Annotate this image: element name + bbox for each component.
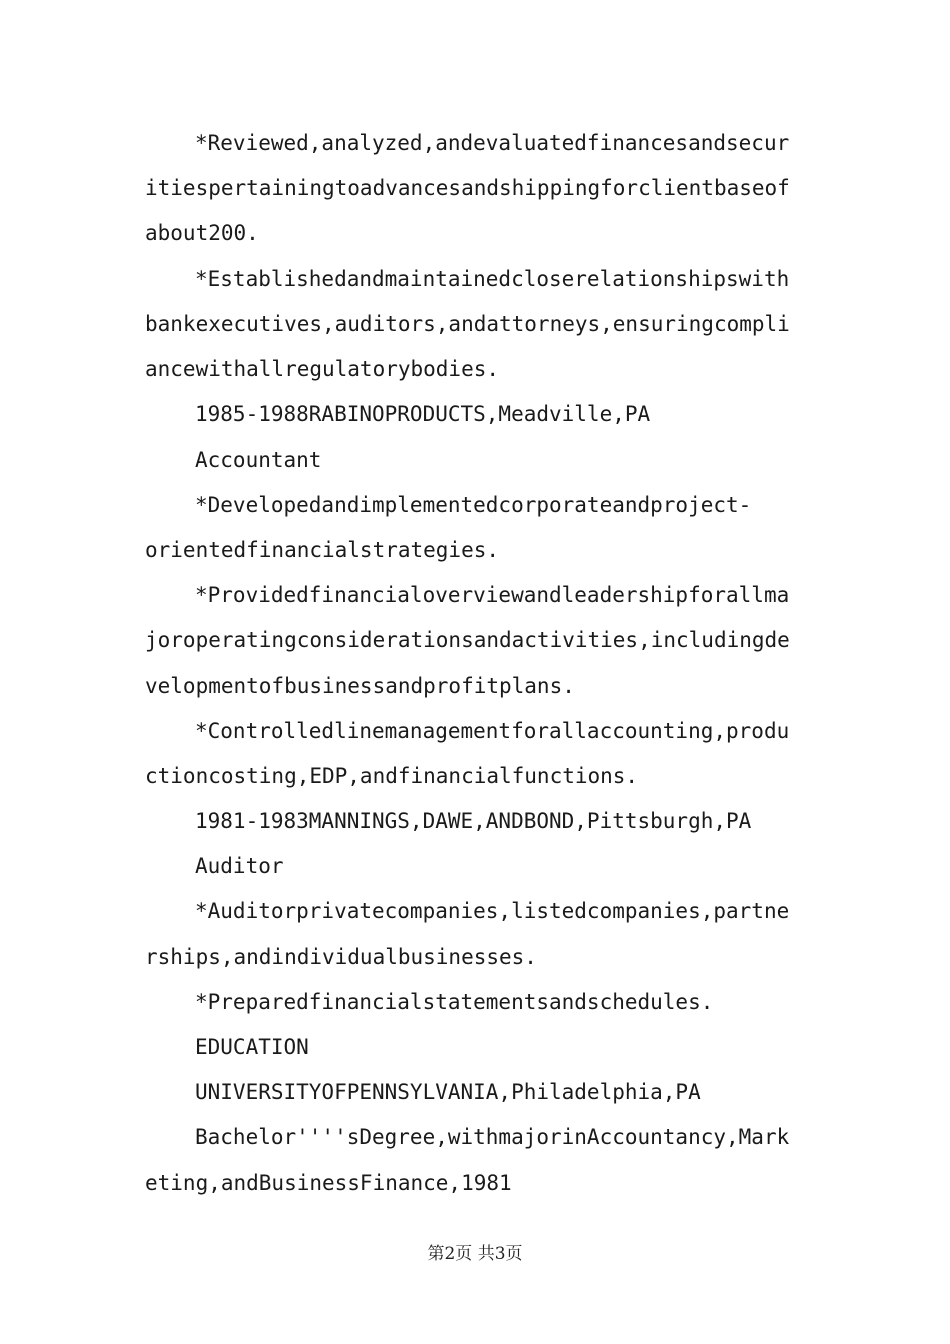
bullet-provided-line-2: joroperatingconsiderationsandactivities,includingde	[145, 628, 790, 652]
education-degree-line-1: Bachelor''''sDegree,withmajorinAccountancy,Mark	[195, 1125, 790, 1149]
bullet-established-line-2: bankexecutives,auditors,andattorneys,ensuringcompli	[145, 312, 790, 336]
education-degree-line-2: eting,andBusinessFinance,1981	[145, 1171, 512, 1195]
bullet-audit-line-1: *Auditorprivatecompanies,listedcompanies,partne	[195, 899, 790, 923]
bullet-prepared-line-1: *Preparedfinancialstatementsandschedules.	[195, 990, 714, 1014]
bullet-controlled-line-1: *Controlledlinemanagementforallaccounting,produ	[195, 719, 790, 743]
page-number-footer: 第2页 共3页	[427, 1244, 523, 1264]
job-rabino-title: Accountant	[195, 448, 322, 472]
bullet-established-line-3: ancewithallregulatorybodies.	[145, 357, 500, 381]
bullet-audit-line-2: rships,andindividualbusinesses.	[145, 945, 537, 969]
education-heading: EDUCATION	[195, 1035, 309, 1059]
job-mannings-title: Auditor	[195, 854, 284, 878]
bullet-established-line-1: *Establishedandmaintainedcloserelationshipswith	[195, 267, 790, 291]
bullet-controlled-line-2: ctioncosting,EDP,andfinancialfunctions.	[145, 764, 639, 788]
job-mannings-heading: 1981-1983MANNINGS,DAWE,ANDBOND,Pittsburgh,PA	[195, 809, 752, 833]
bullet-reviewed-line-1: *Reviewed,analyzed,andevaluatedfinancesandsecur	[195, 131, 790, 155]
bullet-reviewed-line-2: itiespertainingtoadvancesandshippingforclientbaseof	[145, 176, 790, 200]
job-rabino-heading: 1985-1988RABINOPRODUCTS,Meadville,PA	[195, 402, 651, 426]
bullet-reviewed-line-3: about200.	[145, 221, 259, 245]
education-school: UNIVERSITYOFPENNSYLVANIA,Philadelphia,PA	[195, 1080, 701, 1104]
bullet-developed-line-1: *Developedandimplementedcorporateandproject-	[195, 493, 752, 517]
bullet-provided-line-1: *Providedfinancialoverviewandleadershipforallma	[195, 583, 790, 607]
bullet-developed-line-2: orientedfinancialstrategies.	[145, 538, 500, 562]
bullet-provided-line-3: velopmentofbusinessandprofitplans.	[145, 674, 575, 698]
